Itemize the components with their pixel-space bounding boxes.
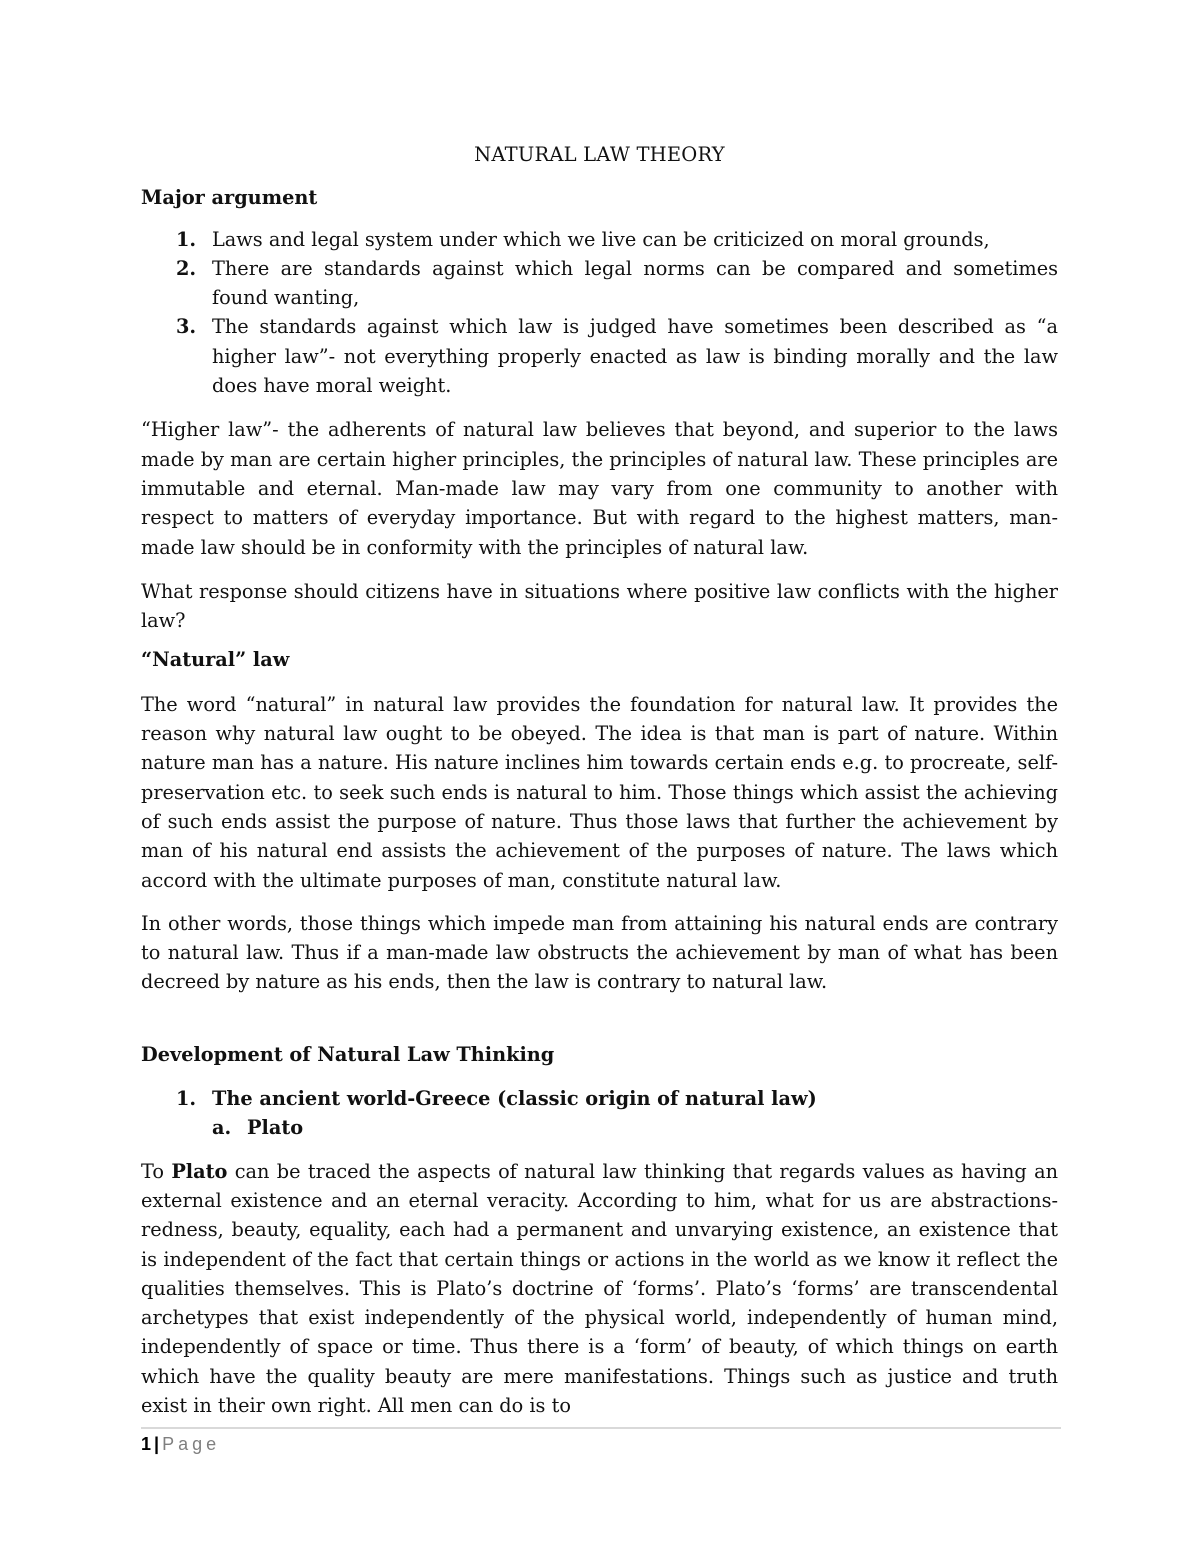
footer-separator: | [154,1434,160,1454]
development-item [141,1084,1058,1113]
plato-text: can be traced the aspects of natural law thinking that regards values as having an external existence and an eternal veracity. According to him, what for us are abstractions- redness, beauty, equality, each had a permanent and unvarying existence, an existence that is independent of the fact that certain things or actions in the world as we know it reflect the qualities themselves. This is Plato’s doctrine of ‘forms’. Plato’s ‘forms’ are transcendental archetypes that exist independently of the physical world, independently of human mind, independently of space or time. Thus there is a ‘form’ of beauty, of which things on earth which have the quality beauty are mere manifestations. Things such as justice and truth exist in their own right. All men can do is to [141,1159,1058,1417]
page-label: Page [162,1434,221,1454]
development-subitem [141,1113,1058,1142]
natural-law-paragraph-2: In other words, those things which impede man from attaining his natural ends are contrary to natural law. Thus if a man-made law obstructs the achievement by man of what has been decreed by nature as his ends, then the law is contrary to natural law. [141,911,1058,994]
development-item-text: The ancient world-Greece (classic origin of natural law) [212,1087,817,1111]
major-argument-heading: Major argument [141,186,318,210]
document-title: NATURAL LAW THEORY [474,143,725,166]
list-item [141,312,1058,400]
major-argument-list [141,225,1058,401]
list-item-text: The standards against which law is judged have sometimes been described as “a higher law”- not everything properly enacted as law is binding morally and the law does have moral weight. [212,315,1058,398]
list-item [141,254,1058,313]
list-item-text: Laws and legal system under which we live can be criticized on moral grounds, [212,227,990,251]
plato-lead: To [141,1159,172,1183]
page-footer [141,1432,220,1456]
list-item-number: 3. [176,315,197,339]
list-item-number: 1. [176,227,197,251]
development-list [141,1084,1058,1143]
list-item-text: There are standards against which legal norms can be compared and sometimes found wanting, [212,256,1058,310]
footer-divider [141,1427,1061,1429]
document-body [141,140,1058,1420]
development-subitem-text: Plato [247,1116,304,1140]
plato-paragraph [141,1157,1058,1421]
development-heading: Development of Natural Law Thinking [141,1042,555,1066]
higher-law-paragraph: “Higher law”- the adherents of natural law believes that beyond, and superior to the laws made by man are certain higher principles, the principles of natural law. These principles are immutable and eternal. Man-made law may vary from one community to another with respect to matters of everyday importance. But with regard to the highest matters, man-made law should be in conformity with the principles of natural law. [141,418,1058,559]
list-item [141,225,1058,254]
development-subitem-label: a. [212,1116,232,1140]
plato-name: Plato [171,1159,228,1183]
list-item-number: 2. [176,256,197,280]
development-item-number: 1. [176,1087,197,1111]
question-paragraph: What response should citizens have in situations where positive law conflicts with the higher law? [141,579,1058,633]
natural-law-paragraph-1: The word “natural” in natural law provides the foundation for natural law. It provides the reason why natural law ought to be obeyed. The idea is that man is part of nature. Within nature man has a nature. His nature inclines him towards certain ends e.g. to procreate, self-preservation etc. to seek such ends is natural to him. Those things which assist the achieving of such ends assist the purpose of nature. Thus those laws that further the achievement by man of his natural end assists the achievement of the purposes of nature. The laws which accord with the ultimate purposes of man, constitute natural law. [141,692,1058,892]
page-number: 1 [141,1434,152,1454]
natural-law-heading: “Natural” law [141,648,290,672]
